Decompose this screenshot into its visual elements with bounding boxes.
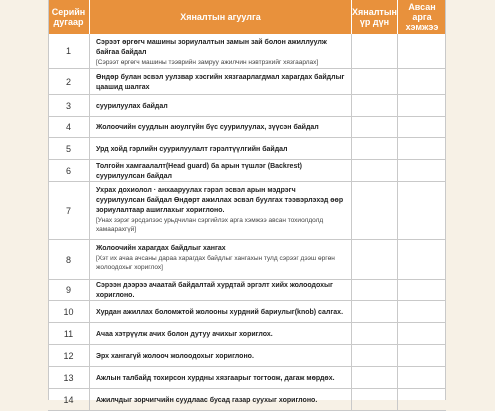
row-number: 14 bbox=[48, 389, 90, 410]
table-row bbox=[48, 95, 446, 117]
table-row bbox=[48, 160, 446, 182]
table-body bbox=[48, 34, 446, 411]
action-cell[interactable] bbox=[398, 280, 446, 300]
table-row bbox=[48, 280, 446, 301]
action-cell[interactable] bbox=[398, 117, 446, 137]
sheet-left-edge bbox=[48, 0, 49, 400]
row-text: Хурдан ажиллах боломжтой жолооны хурдний бариулыг(knob) салгах. bbox=[90, 301, 352, 322]
row-text: Сэрээн дээрээ ачаатай байдалтай хурдтай эргэлт хийх жолоодохыг хориглоно. bbox=[90, 280, 352, 300]
row-text: Сэрээт өргөгч машины зориулалтын замын зай болон ажиллуулж байгаа байдал [Сэрээт өргөгч машины тээврийн замруу ажилчин нэвтрэхийг хязгаарлах] bbox=[90, 34, 352, 68]
row-number: 11 bbox=[48, 323, 90, 344]
table-header bbox=[48, 0, 446, 34]
action-cell[interactable] bbox=[398, 138, 446, 159]
row-number: 1 bbox=[48, 34, 90, 68]
row-text: суурилуулах байдал bbox=[90, 95, 352, 116]
table-row bbox=[48, 367, 446, 389]
row-number: 13 bbox=[48, 367, 90, 388]
result-cell[interactable] bbox=[352, 323, 398, 344]
action-cell[interactable] bbox=[398, 301, 446, 322]
header-action: Авсан арга хэмжээ bbox=[405, 2, 439, 32]
table-row bbox=[48, 345, 446, 367]
result-cell[interactable] bbox=[352, 280, 398, 300]
result-cell[interactable] bbox=[352, 160, 398, 181]
action-cell[interactable] bbox=[398, 367, 446, 388]
table-row bbox=[48, 323, 446, 345]
result-cell[interactable] bbox=[352, 69, 398, 94]
table-row bbox=[48, 389, 446, 411]
action-cell[interactable] bbox=[398, 240, 446, 279]
header-result: Хяналтын үр дүн bbox=[352, 0, 398, 34]
action-cell[interactable] bbox=[398, 95, 446, 116]
row-text: Урд хойд гэрлийн суурилуулалт гэрэлтүүлгийн байдал bbox=[90, 138, 352, 159]
row-text: Жолоочийн суудлын аюулгүйн бүс суурилуулах, зүүсэн байдал bbox=[90, 117, 352, 137]
table-row bbox=[48, 34, 446, 69]
row-text: Ухрах дохиолол · анхааруулах гэрэл эсвэл арын мэдрэгч суурилуулсан байдал Өндөрт ажиллах эсвэл буулгах тээвэрлэхэд өөр зориулалтаар ашиглахыг хориглоно. [Унах зэрэг эрсдэлээс урьдчилан сэргийлэх арга хэмжээ авсан тохиолдолд хамаарахгүй] bbox=[90, 182, 352, 239]
table-row bbox=[48, 138, 446, 160]
row-note: [Сэрээт өргөгч машины тээврийн замруу ажилчин нэвтрэхийг хязгаарлах] bbox=[96, 59, 319, 66]
row-number: 9 bbox=[48, 280, 90, 300]
row-text: Жолоочийн харагдах байдлыг хангах [Хэт их ачаа ачсаны дараа харагдах байдлыг хангахын тулд сэрээг дээш өргөн жолоодохыг хориглох] bbox=[90, 240, 352, 279]
table-row bbox=[48, 301, 446, 323]
action-cell[interactable] bbox=[398, 323, 446, 344]
result-cell[interactable] bbox=[352, 117, 398, 137]
row-note: [Хэт их ачаа ачсаны дараа харагдах байдлыг хангахын тулд сэрээг дээш өргөн жолоодохыг хориглох] bbox=[96, 255, 335, 271]
result-cell[interactable] bbox=[352, 367, 398, 388]
row-text: Ажилчдыг зорчигчийн суудлаас бусад газар суухыг хориглоно. bbox=[90, 389, 352, 410]
table-row bbox=[48, 69, 446, 95]
result-cell[interactable] bbox=[352, 138, 398, 159]
row-number: 3 bbox=[48, 95, 90, 116]
row-note: [Унах зэрэг эрсдэлээс урьдчилан сэргийлэх арга хэмжээ авсан тохиолдолд хамаарахгүй] bbox=[96, 217, 324, 233]
table-row bbox=[48, 182, 446, 240]
result-cell[interactable] bbox=[352, 34, 398, 68]
result-cell[interactable] bbox=[352, 345, 398, 366]
action-cell[interactable] bbox=[398, 34, 446, 68]
action-cell[interactable] bbox=[398, 182, 446, 239]
row-number: 4 bbox=[48, 117, 90, 137]
table-row bbox=[48, 117, 446, 138]
row-number: 2 bbox=[48, 69, 90, 94]
row-text: Өндөр булан эсвэл уулзвар хэсгийн хязгаарлагдмал харагдах байдлыг цаашид шалгах bbox=[90, 69, 352, 94]
row-text: Эрх хангагүй жолооч жолоодохыг хориглоно. bbox=[90, 345, 352, 366]
table-row bbox=[48, 240, 446, 280]
header-number: Серийн дугаар bbox=[48, 0, 90, 34]
result-cell[interactable] bbox=[352, 95, 398, 116]
action-cell[interactable] bbox=[398, 345, 446, 366]
result-cell[interactable] bbox=[352, 182, 398, 239]
action-cell[interactable] bbox=[398, 69, 446, 94]
header-item: Хяналтын агуулга bbox=[90, 0, 352, 34]
row-text: Ажлын талбайд тохирсон хурдны хязгаарыг тогтоож, дагаж мөрдөх. bbox=[90, 367, 352, 388]
row-text: Толгойн хамгаалалт(Head guard) ба арын түшлэг (Backrest) суурилуулсан байдал bbox=[90, 160, 352, 181]
checklist-sheet bbox=[48, 0, 446, 405]
result-cell[interactable] bbox=[352, 301, 398, 322]
row-number: 12 bbox=[48, 345, 90, 366]
row-number: 10 bbox=[48, 301, 90, 322]
row-number: 6 bbox=[48, 160, 90, 181]
row-number: 8 bbox=[48, 240, 90, 279]
row-number: 5 bbox=[48, 138, 90, 159]
row-number: 7 bbox=[48, 182, 90, 239]
sheet-right-edge bbox=[445, 0, 446, 400]
result-cell[interactable] bbox=[352, 240, 398, 279]
action-cell[interactable] bbox=[398, 160, 446, 181]
row-text: Ачаа хэтрүүлж ачих болон дутуу ачихыг хориглох. bbox=[90, 323, 352, 344]
